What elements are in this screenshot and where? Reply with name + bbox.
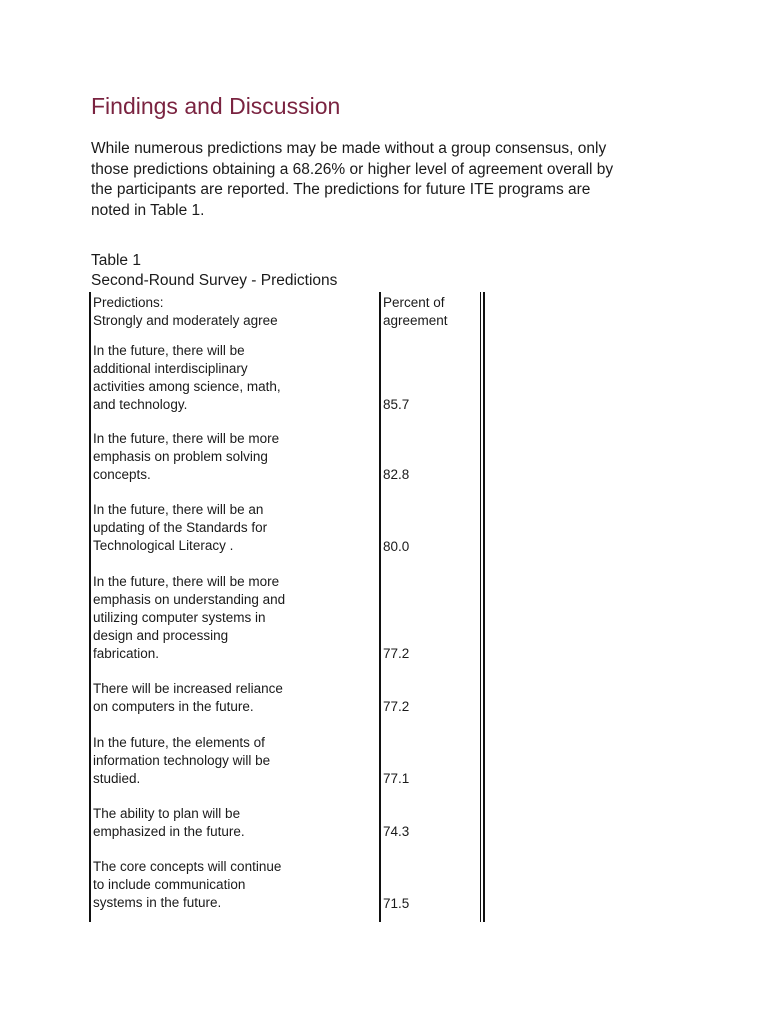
section-heading: Findings and Discussion [91, 93, 341, 119]
intro-line: noted in Table 1. [91, 201, 205, 219]
table-column-divider [379, 292, 381, 922]
intro-line: While numerous predictions may be made without a group consensus, only [91, 140, 607, 157]
row-prediction: In the future, there will be an updating of the Standards for Technological Literacy . [93, 502, 268, 553]
table-border-right-inner [480, 292, 481, 922]
table-border-right-outer [483, 292, 485, 922]
intro-line: those predictions obtaining a 68.26% or higher level of agreement overall by [91, 160, 614, 178]
row-prediction: In the future, the elements of information technology will be studied. [93, 735, 271, 786]
header-predictions: Predictions: Strongly and moderately agree [93, 295, 278, 328]
predictions-table [89, 292, 485, 922]
row-prediction: In the future, there will be more emphasis on problem solving concepts. [93, 431, 280, 482]
row-percent: 80.0 [383, 539, 410, 554]
row-prediction: There will be increased reliance on computers in the future. [93, 681, 283, 714]
row-prediction: In the future, there will be more emphasis on understanding and utilizing computer systems in design and processing fabrication. [93, 574, 286, 661]
row-percent: 77.2 [383, 699, 410, 714]
table-number: Table 1 [91, 252, 141, 269]
row-prediction: In the future, there will be additional interdisciplinary activities among science, math, and technology. [93, 343, 281, 412]
row-percent: 82.8 [383, 467, 410, 482]
header-percent: Percent of agreement [383, 295, 448, 328]
intro-line: the participants are reported. The predictions for future ITE programs are [91, 181, 591, 198]
row-percent: 85.7 [383, 397, 410, 412]
row-percent: 77.2 [383, 646, 410, 661]
row-percent: 77.1 [383, 771, 410, 786]
row-prediction: The core concepts will continue to include communication systems in the future. [93, 859, 282, 910]
table-border-left [89, 292, 91, 922]
row-percent: 74.3 [383, 824, 410, 839]
intro-paragraph [91, 139, 691, 221]
row-percent: 71.5 [383, 896, 410, 911]
row-prediction: The ability to plan will be emphasized in the future. [93, 806, 245, 839]
table-title: Second-Round Survey - Predictions [91, 272, 338, 289]
